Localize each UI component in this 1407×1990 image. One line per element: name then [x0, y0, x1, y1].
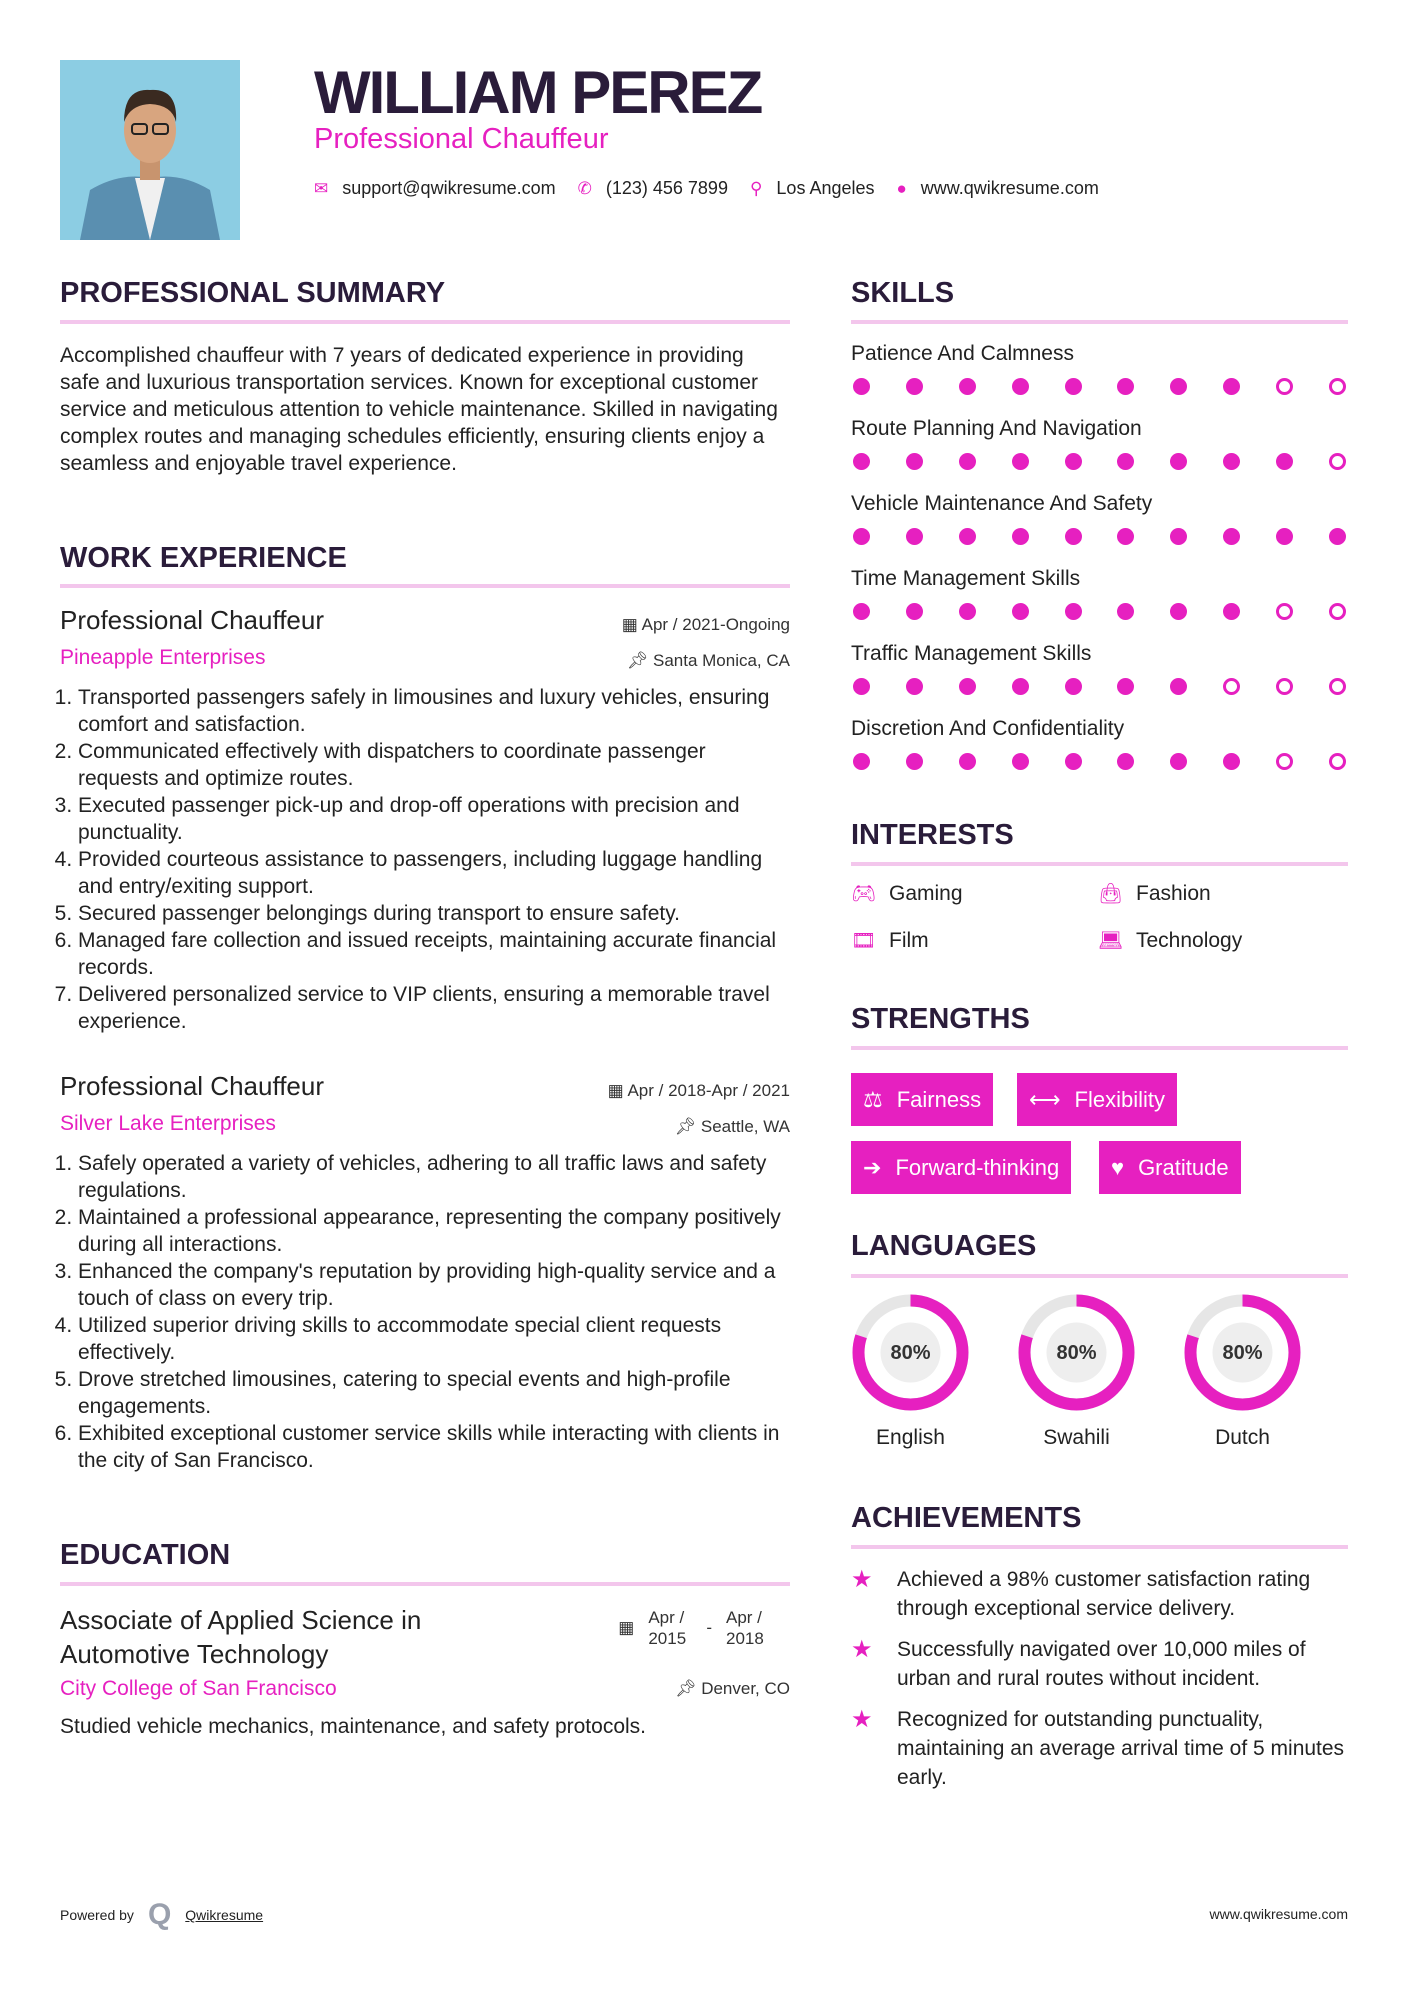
section-heading-experience: WORK EXPERIENCE: [60, 542, 347, 574]
skill-name: Patience And Calmness: [851, 342, 1074, 365]
divider: [851, 320, 1348, 324]
skill-name: Traffic Management Skills: [851, 642, 1092, 665]
shopping-bag-icon: 👜︎: [1098, 883, 1124, 905]
rating-dot-filled: [959, 453, 976, 470]
rating-dot-filled: [1117, 753, 1134, 770]
footer-powered-by: [60, 1898, 263, 1932]
skill-item: [851, 417, 1348, 492]
skill-rating: [851, 453, 1348, 470]
rating-dot-filled: [1223, 753, 1240, 770]
star-icon: ★: [851, 1706, 873, 1733]
interest-label: Technology: [1136, 928, 1243, 952]
job-location-text: Santa Monica, CA: [652, 651, 790, 670]
job-bullet: 1. Safely operated a variety of vehicles, adhering to all traffic laws and safety regulations.: [78, 1150, 790, 1204]
job-location-text: Seattle, WA: [700, 1117, 790, 1136]
star-icon: ★: [851, 1566, 873, 1593]
interest-item: [851, 928, 929, 953]
interest-item: [1098, 928, 1242, 953]
rating-dot-filled: [1012, 378, 1029, 395]
gamepad-icon: 🎮︎: [851, 883, 877, 905]
section-heading-languages: LANGUAGES: [851, 1230, 1037, 1262]
language-item: [848, 1290, 973, 1450]
education-dates: [618, 1607, 770, 1649]
rating-dot-filled: [1223, 528, 1240, 545]
skill-rating: [851, 378, 1348, 395]
job-bullet: 7. Delivered personalized service to VIP clients, ensuring a memorable travel experience.: [78, 981, 790, 1035]
rating-dot-empty: [1276, 753, 1293, 770]
skill-rating: [851, 528, 1348, 545]
phone-icon: ✆: [577, 178, 592, 198]
contact-website[interactable]: www.qwikresume.com: [920, 178, 1099, 198]
rating-dot-filled: [1170, 453, 1187, 470]
achievement-text: Achieved a 98% customer satisfaction rating through exceptional service delivery.: [897, 1568, 1311, 1620]
rating-dot-filled: [1117, 678, 1134, 695]
divider: [851, 1545, 1348, 1549]
skill-rating: [851, 753, 1348, 770]
rating-dot-filled: [906, 453, 923, 470]
rating-dot-filled: [853, 378, 870, 395]
language-name: Swahili: [1043, 1426, 1110, 1449]
rating-dot-filled: [959, 528, 976, 545]
interest-item: [1098, 881, 1211, 906]
contact-location: Los Angeles: [776, 178, 875, 198]
interest-label: Fashion: [1136, 881, 1211, 905]
strength-chip: [1017, 1073, 1177, 1126]
candidate-title: Professional Chauffeur: [314, 123, 609, 155]
strength-chip: [851, 1141, 1071, 1194]
divider: [60, 584, 790, 588]
achievement-item: [851, 1565, 1348, 1623]
qwikresume-logo-icon: Q: [147, 1898, 172, 1931]
section-heading-skills: SKILLS: [851, 277, 955, 309]
skill-rating: [851, 678, 1348, 695]
skill-item: [851, 642, 1348, 717]
job-dates-text: Apr / 2018-Apr / 2021: [627, 1081, 790, 1100]
rating-dot-filled: [1012, 603, 1029, 620]
language-percent: 80%: [1056, 1342, 1097, 1364]
job-bullet: 6. Managed fare collection and issued receipts, maintaining accurate financial records.: [78, 927, 790, 981]
pushpin-icon: 📌︎: [674, 1117, 701, 1136]
rating-dot-filled: [1223, 378, 1240, 395]
rating-dot-empty: [1276, 603, 1293, 620]
skills-list: [851, 342, 1348, 792]
strength-label: Forward-thinking: [895, 1154, 1060, 1180]
skill-item: [851, 342, 1348, 417]
star-icon: ★: [851, 1636, 873, 1663]
footer-website[interactable]: www.qwikresume.com: [1209, 1906, 1348, 1922]
pushpin-icon: 📌︎: [626, 651, 653, 670]
rating-dot-filled: [1065, 678, 1082, 695]
language-item: [1180, 1290, 1305, 1450]
strength-label: Fairness: [896, 1086, 982, 1112]
heart-icon: ♥: [1111, 1154, 1125, 1180]
education-entry: [60, 1603, 790, 1740]
rating-dot-filled: [1329, 528, 1346, 545]
skill-item: [851, 567, 1348, 642]
job-bullet: 3. Executed passenger pick-up and drop-off operations with precision and punctuality.: [78, 792, 790, 846]
education-description: Studied vehicle mechanics, maintenance, and safety protocols.: [60, 1715, 647, 1738]
rating-dot-filled: [1170, 528, 1187, 545]
rating-dot-filled: [959, 378, 976, 395]
rating-dot-filled: [1170, 603, 1187, 620]
strength-label: Flexibility: [1074, 1086, 1166, 1112]
skill-rating: [851, 603, 1348, 620]
interest-label: Film: [889, 928, 929, 952]
interest-label: Gaming: [889, 881, 963, 905]
job-bullets: [60, 1150, 790, 1474]
rating-dot-filled: [906, 678, 923, 695]
rating-dot-filled: [1117, 453, 1134, 470]
rating-dot-empty: [1223, 678, 1240, 695]
start-date: Apr / 2015: [648, 1608, 687, 1648]
divider: [851, 1274, 1348, 1278]
rating-dot-filled: [906, 603, 923, 620]
language-name: English: [876, 1426, 945, 1449]
job-entry: [60, 1071, 790, 1474]
skill-item: [851, 717, 1348, 792]
school: City College of San Francisco: [60, 1677, 337, 1700]
interest-item: [851, 881, 963, 906]
job-company: Silver Lake Enterprises: [60, 1112, 276, 1135]
end-date: Apr / 2018: [726, 1608, 764, 1648]
achievement-text: Recognized for outstanding punctuality, maintaining an average arrival time of 5 minutes early.: [897, 1708, 1345, 1789]
laptop-icon: 💻︎: [1098, 930, 1124, 952]
job-bullet: 5. Secured passenger belongings during transport to ensure safety.: [78, 900, 790, 927]
powered-by-label: Powered by: [60, 1907, 134, 1923]
education-location: [675, 1679, 790, 1699]
strength-chip: [1099, 1141, 1241, 1194]
job-bullet: 5. Drove stretched limousines, catering to special events and high-profile engagements.: [78, 1366, 790, 1420]
job-bullet: 2. Maintained a professional appearance, representing the company positively during all interactions.: [78, 1204, 790, 1258]
section-heading-summary: PROFESSIONAL SUMMARY: [60, 277, 446, 309]
strength-label: Gratitude: [1138, 1154, 1229, 1180]
rating-dot-filled: [1276, 453, 1293, 470]
rating-dot-filled: [1065, 753, 1082, 770]
rating-dot-filled: [1065, 528, 1082, 545]
rating-dot-filled: [853, 678, 870, 695]
summary-text: Accomplished chauffeur with 7 years of dedicated experience in providing safe and luxurious transportation services. Known for exceptional customer service and meticulous attention to vehicle maintenance. Skilled in navigating complex routes and managing schedules efficiently, ensuring clients enjoy a seamless and enjoyable travel experience.: [60, 344, 778, 475]
skill-item: [851, 492, 1348, 567]
rating-dot-filled: [853, 453, 870, 470]
rating-dot-filled: [1012, 528, 1029, 545]
divider: [851, 862, 1348, 866]
envelope-icon: ✉: [314, 178, 329, 198]
rating-dot-filled: [959, 603, 976, 620]
job-dates: [608, 1081, 790, 1101]
skill-name: Discretion And Confidentiality: [851, 717, 1125, 740]
skill-name: Route Planning And Navigation: [851, 417, 1142, 440]
language-donut: [1180, 1290, 1305, 1415]
rating-dot-filled: [1223, 453, 1240, 470]
education-location-text: Denver, CO: [701, 1679, 790, 1698]
achievement-item: [851, 1705, 1348, 1792]
rating-dot-filled: [1170, 753, 1187, 770]
rating-dot-filled: [853, 603, 870, 620]
job-bullet: 4. Utilized superior driving skills to accommodate special client requests effectively.: [78, 1312, 790, 1366]
languages-list: [848, 1290, 1305, 1450]
qwikresume-link[interactable]: Qwikresume: [185, 1907, 264, 1923]
rating-dot-empty: [1276, 678, 1293, 695]
rating-dot-filled: [1170, 678, 1187, 695]
rating-dot-filled: [1012, 753, 1029, 770]
calendar-icon: ▦: [621, 615, 642, 634]
arrows-horizontal-icon: ⟷: [1029, 1086, 1061, 1112]
divider: [851, 1046, 1348, 1050]
globe-icon: ●: [896, 178, 907, 198]
rating-dot-filled: [1065, 453, 1082, 470]
job-location: [627, 651, 790, 671]
job-bullet: 2. Communicated effectively with dispatchers to coordinate passenger requests and optimize routes.: [78, 738, 790, 792]
balance-scale-icon: ⚖: [863, 1086, 883, 1112]
degree: Associate of Applied Science in Automotive Technology: [60, 1605, 422, 1669]
job-dates-text: Apr / 2021-Ongoing: [641, 615, 790, 634]
job-location: [675, 1117, 790, 1137]
language-percent: 80%: [890, 1342, 931, 1364]
language-donut: [1014, 1290, 1139, 1415]
achievement-text: Successfully navigated over 10,000 miles of urban and rural routes without incident.: [897, 1638, 1306, 1690]
skill-name: Time Management Skills: [851, 567, 1081, 590]
rating-dot-filled: [1223, 603, 1240, 620]
pushpin-icon: 📌︎: [674, 1679, 702, 1698]
language-donut: [848, 1290, 973, 1415]
skill-name: Vehicle Maintenance And Safety: [851, 492, 1153, 515]
profile-photo: [60, 60, 240, 240]
rating-dot-filled: [1170, 378, 1187, 395]
job-bullet: 3. Enhanced the company's reputation by providing high-quality service and a touch of class on every trip.: [78, 1258, 790, 1312]
achievement-item: [851, 1635, 1348, 1693]
job-title: Professional Chauffeur: [60, 1071, 325, 1101]
arrow-right-icon: ➔: [863, 1154, 882, 1180]
section-heading-achievements: ACHIEVEMENTS: [851, 1502, 1082, 1534]
rating-dot-filled: [959, 678, 976, 695]
rating-dot-filled: [1012, 678, 1029, 695]
film-icon: 🎞︎: [851, 930, 877, 952]
rating-dot-empty: [1329, 603, 1346, 620]
rating-dot-empty: [1329, 678, 1346, 695]
rating-dot-empty: [1329, 453, 1346, 470]
job-bullet: 6. Exhibited exceptional customer service skills while interacting with clients in the city of San Francisco.: [78, 1420, 790, 1474]
rating-dot-empty: [1276, 378, 1293, 395]
language-name: Dutch: [1215, 1426, 1270, 1449]
section-heading-interests: INTERESTS: [851, 819, 1014, 851]
divider: [60, 320, 790, 324]
contact-phone: (123) 456 7899: [605, 178, 728, 198]
strength-chip: [851, 1073, 993, 1126]
rating-dot-filled: [1117, 528, 1134, 545]
rating-dot-filled: [1276, 528, 1293, 545]
rating-dot-filled: [1065, 603, 1082, 620]
job-bullet: 1. Transported passengers safely in limousines and luxury vehicles, ensuring comfort and satisfaction.: [78, 684, 790, 738]
calendar-icon: ▦: [607, 1081, 628, 1100]
job-title: Professional Chauffeur: [60, 605, 325, 635]
divider: [60, 1582, 790, 1586]
job-dates: [622, 615, 790, 635]
section-heading-strengths: STRENGTHS: [851, 1003, 1030, 1035]
rating-dot-filled: [1117, 603, 1134, 620]
contact-bar: [314, 178, 1121, 199]
job-company: Pineapple Enterprises: [60, 646, 266, 669]
rating-dot-filled: [906, 378, 923, 395]
contact-email[interactable]: support@qwikresume.com: [342, 178, 556, 198]
achievements-list: [851, 1565, 1348, 1804]
rating-dot-filled: [853, 528, 870, 545]
rating-dot-filled: [906, 528, 923, 545]
job-entry: [60, 605, 790, 1035]
job-bullets: [60, 684, 790, 1035]
rating-dot-filled: [959, 753, 976, 770]
date-separator: -: [706, 1618, 712, 1637]
map-marker-icon: ⚲: [749, 178, 763, 198]
rating-dot-empty: [1329, 753, 1346, 770]
rating-dot-filled: [1117, 378, 1134, 395]
calendar-icon: ▦: [618, 1618, 635, 1637]
section-heading-education: EDUCATION: [60, 1539, 231, 1571]
job-bullet: 4. Provided courteous assistance to passengers, including luggage handling and entry/exiting support.: [78, 846, 790, 900]
language-item: [1014, 1290, 1139, 1450]
rating-dot-filled: [1012, 453, 1029, 470]
language-percent: 80%: [1222, 1342, 1263, 1364]
rating-dot-empty: [1329, 378, 1346, 395]
rating-dot-filled: [853, 753, 870, 770]
rating-dot-filled: [1065, 378, 1082, 395]
rating-dot-filled: [906, 753, 923, 770]
candidate-name: WILLIAM PEREZ: [314, 59, 762, 126]
